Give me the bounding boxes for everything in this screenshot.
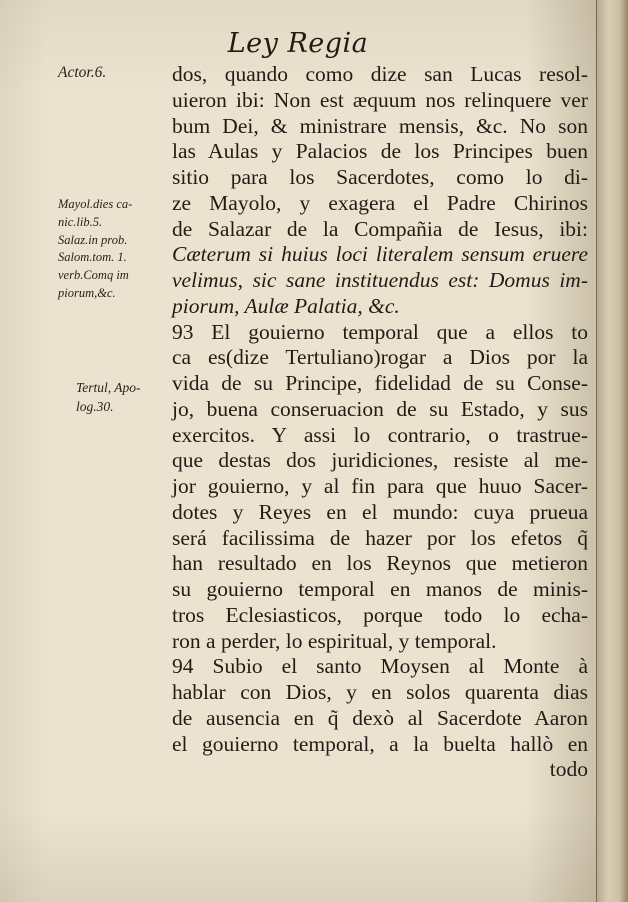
margin-note-line: Actor.6. <box>58 64 107 81</box>
margin-note-line: Salaz.in prob. <box>58 232 128 247</box>
text-line: ca es(dize Tertuliano)rogar a Dios por la <box>172 345 588 370</box>
text-line: vida de su Principe, fidelidad de su Conse- <box>172 371 588 395</box>
latin-quote-line: piorum, Aulæ Palatia, &c. <box>172 293 400 318</box>
text-line: exercitos. Y assi lo contrario, o trastrue- <box>172 422 588 447</box>
margin-note-line: Mayol.dies ca- <box>58 197 133 211</box>
margin-note-acts <box>58 64 170 82</box>
text-line: hablar con Dios, y en solos quarenta dias <box>172 680 588 704</box>
latin-quote-line: velimus, sic sane instituendus est: Domus im- <box>172 268 588 292</box>
margin-note-line: log.30. <box>76 399 114 414</box>
text-line: de Salazar de la Compañia de Iesus, ibi: <box>172 216 588 241</box>
text-line: que destas dos juridiciones, resiste al me- <box>172 448 588 473</box>
text-line: jo, buena conseruacion de su Estado, y sus <box>172 396 588 421</box>
text-line: dos, quando como dize san Lucas resol- <box>172 62 588 86</box>
adjacent-page-edge <box>596 0 628 902</box>
text-line: dotes y Reyes en el mundo: cuya prueua <box>172 499 588 524</box>
text-line: será facilissima de hazer por los efetos q̃ <box>172 525 588 550</box>
text-line: ze Mayolo, y exagera el Padre Chirinos <box>172 190 588 215</box>
margin-note-mayolo <box>58 196 170 303</box>
margin-note-line: nic.lib.5. <box>58 214 103 229</box>
text-line: de ausencia en q̃ dexò al Sacerdote Aaron <box>172 705 588 730</box>
text-line: sitio para los Sacerdotes, como lo di- <box>172 165 588 189</box>
text-line: su gouierno temporal en manos de minis- <box>172 577 588 601</box>
text-line: ron a perder, lo espiritual, y temporal. <box>172 628 497 653</box>
margin-note-line: Tertul, Apo- <box>76 380 141 395</box>
text-line: tros Eclesiasticos, porque todo lo echa- <box>172 602 588 627</box>
paragraph-93-start: 93 El gouierno temporal que a ellos to <box>172 319 588 344</box>
margin-note-line: Salom.tom. 1. <box>58 250 127 265</box>
text-line: han resultado en los Reynos que metieron <box>172 551 588 576</box>
latin-quote-line: Cæterum si huius loci literalem sensum eruere <box>172 242 588 267</box>
body-text <box>172 62 588 783</box>
margin-note-line: piorum,&c. <box>58 285 116 300</box>
running-header: Ley Regia <box>227 28 369 59</box>
text-line: las Aulas y Palacios de los Principes buen <box>172 139 588 164</box>
margin-note-line: verb.Comq im <box>58 268 129 283</box>
catchword: todo <box>549 757 588 782</box>
text-line: bum Dei, & ministrare mensis, &c. No son <box>172 113 588 138</box>
paragraph-94-start: 94 Subio el santo Moysen al Monte à <box>172 654 588 679</box>
text-line: el gouierno temporal, a la buelta hallò en <box>172 731 588 756</box>
text-line: uieron ibi: Non est æquum nos relinquere ver <box>172 87 588 112</box>
text-line: jor gouierno, y al fin para que huuo Sacer- <box>172 474 588 498</box>
